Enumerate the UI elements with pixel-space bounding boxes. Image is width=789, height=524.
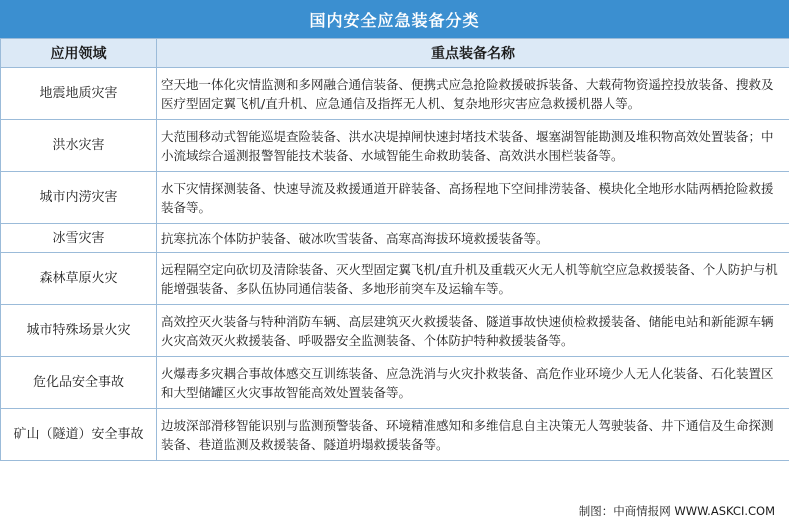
row-equipment: 火爆毒多灾耦合事故体感交互训练装备、应急洗消与火灾扑救装备、高危作业环境少人无人化装备、石化装置区和大型储罐区火灾事故智能高效处置装备等。 (157, 357, 789, 409)
row-equipment: 大范围移动式智能巡堤查险装备、洪水决堤掉闸快速封堵技术装备、堰塞湖智能勘测及堆积物高效处置装备；中小流域综合遥测报警智能技术装备、水域智能生命救助装备、高效洪水围栏装备等。 (157, 120, 789, 172)
source-credit: 制图：中商情报网 WWW.ASKCI.COM (578, 504, 775, 518)
row-field: 危化品安全事故 (1, 357, 157, 409)
row-field: 城市内涝灾害 (1, 172, 157, 224)
row-equipment: 空天地一体化灾情监测和多网融合通信装备、便携式应急抢险救援破拆装备、大载荷物资遥控投放装备、搜救及医疗型固定翼飞机/直升机、应急通信及指挥无人机、复杂地形灾害应急救援机器人等。 (157, 68, 789, 120)
row-field: 地震地质灾害 (1, 68, 157, 120)
row-equipment: 远程隔空定向砍切及清除装备、灭火型固定翼飞机/直升机及重载灭火无人机等航空应急救援装备、个人防护与机能增强装备、多队伍协同通信装备、多地形前突车及运输车等。 (157, 253, 789, 305)
table-row (1, 120, 789, 172)
header-field: 应用领域 (1, 39, 157, 68)
table-row (1, 172, 789, 224)
row-equipment: 水下灾情探测装备、快速导流及救援通道开辟装备、高扬程地下空间排涝装备、模块化全地形水陆两栖抢险救援装备等。 (157, 172, 789, 224)
table-row (1, 253, 789, 305)
table-row (1, 305, 789, 357)
row-field: 城市特殊场景火灾 (1, 305, 157, 357)
row-equipment: 抗寒抗冻个体防护装备、破冰吹雪装备、高寒高海拔环境救援装备等。 (157, 224, 789, 253)
table-title: 国内安全应急装备分类 (0, 0, 789, 38)
table-row (1, 224, 789, 253)
equipment-table (0, 38, 789, 461)
row-field: 冰雪灾害 (1, 224, 157, 253)
table-row (1, 357, 789, 409)
row-field: 森林草原火灾 (1, 253, 157, 305)
table-header-row (1, 39, 789, 68)
row-equipment: 高效控灭火装备与特种消防车辆、高层建筑灭火救援装备、隧道事故快速侦检救援装备、储能电站和新能源车辆火灾高效灭火救援装备、呼吸器安全监测装备、个体防护特种救援装备等。 (157, 305, 789, 357)
row-equipment: 边坡深部滑移智能识别与监测预警装备、环境精准感知和多维信息自主决策无人驾驶装备、井下通信及生命探测装备、巷道监测及救援装备、隧道坍塌救援装备等。 (157, 409, 789, 461)
header-equipment: 重点装备名称 (157, 39, 789, 68)
row-field: 矿山（隧道）安全事故 (1, 409, 157, 461)
table-row (1, 409, 789, 461)
row-field: 洪水灾害 (1, 120, 157, 172)
table-row (1, 68, 789, 120)
